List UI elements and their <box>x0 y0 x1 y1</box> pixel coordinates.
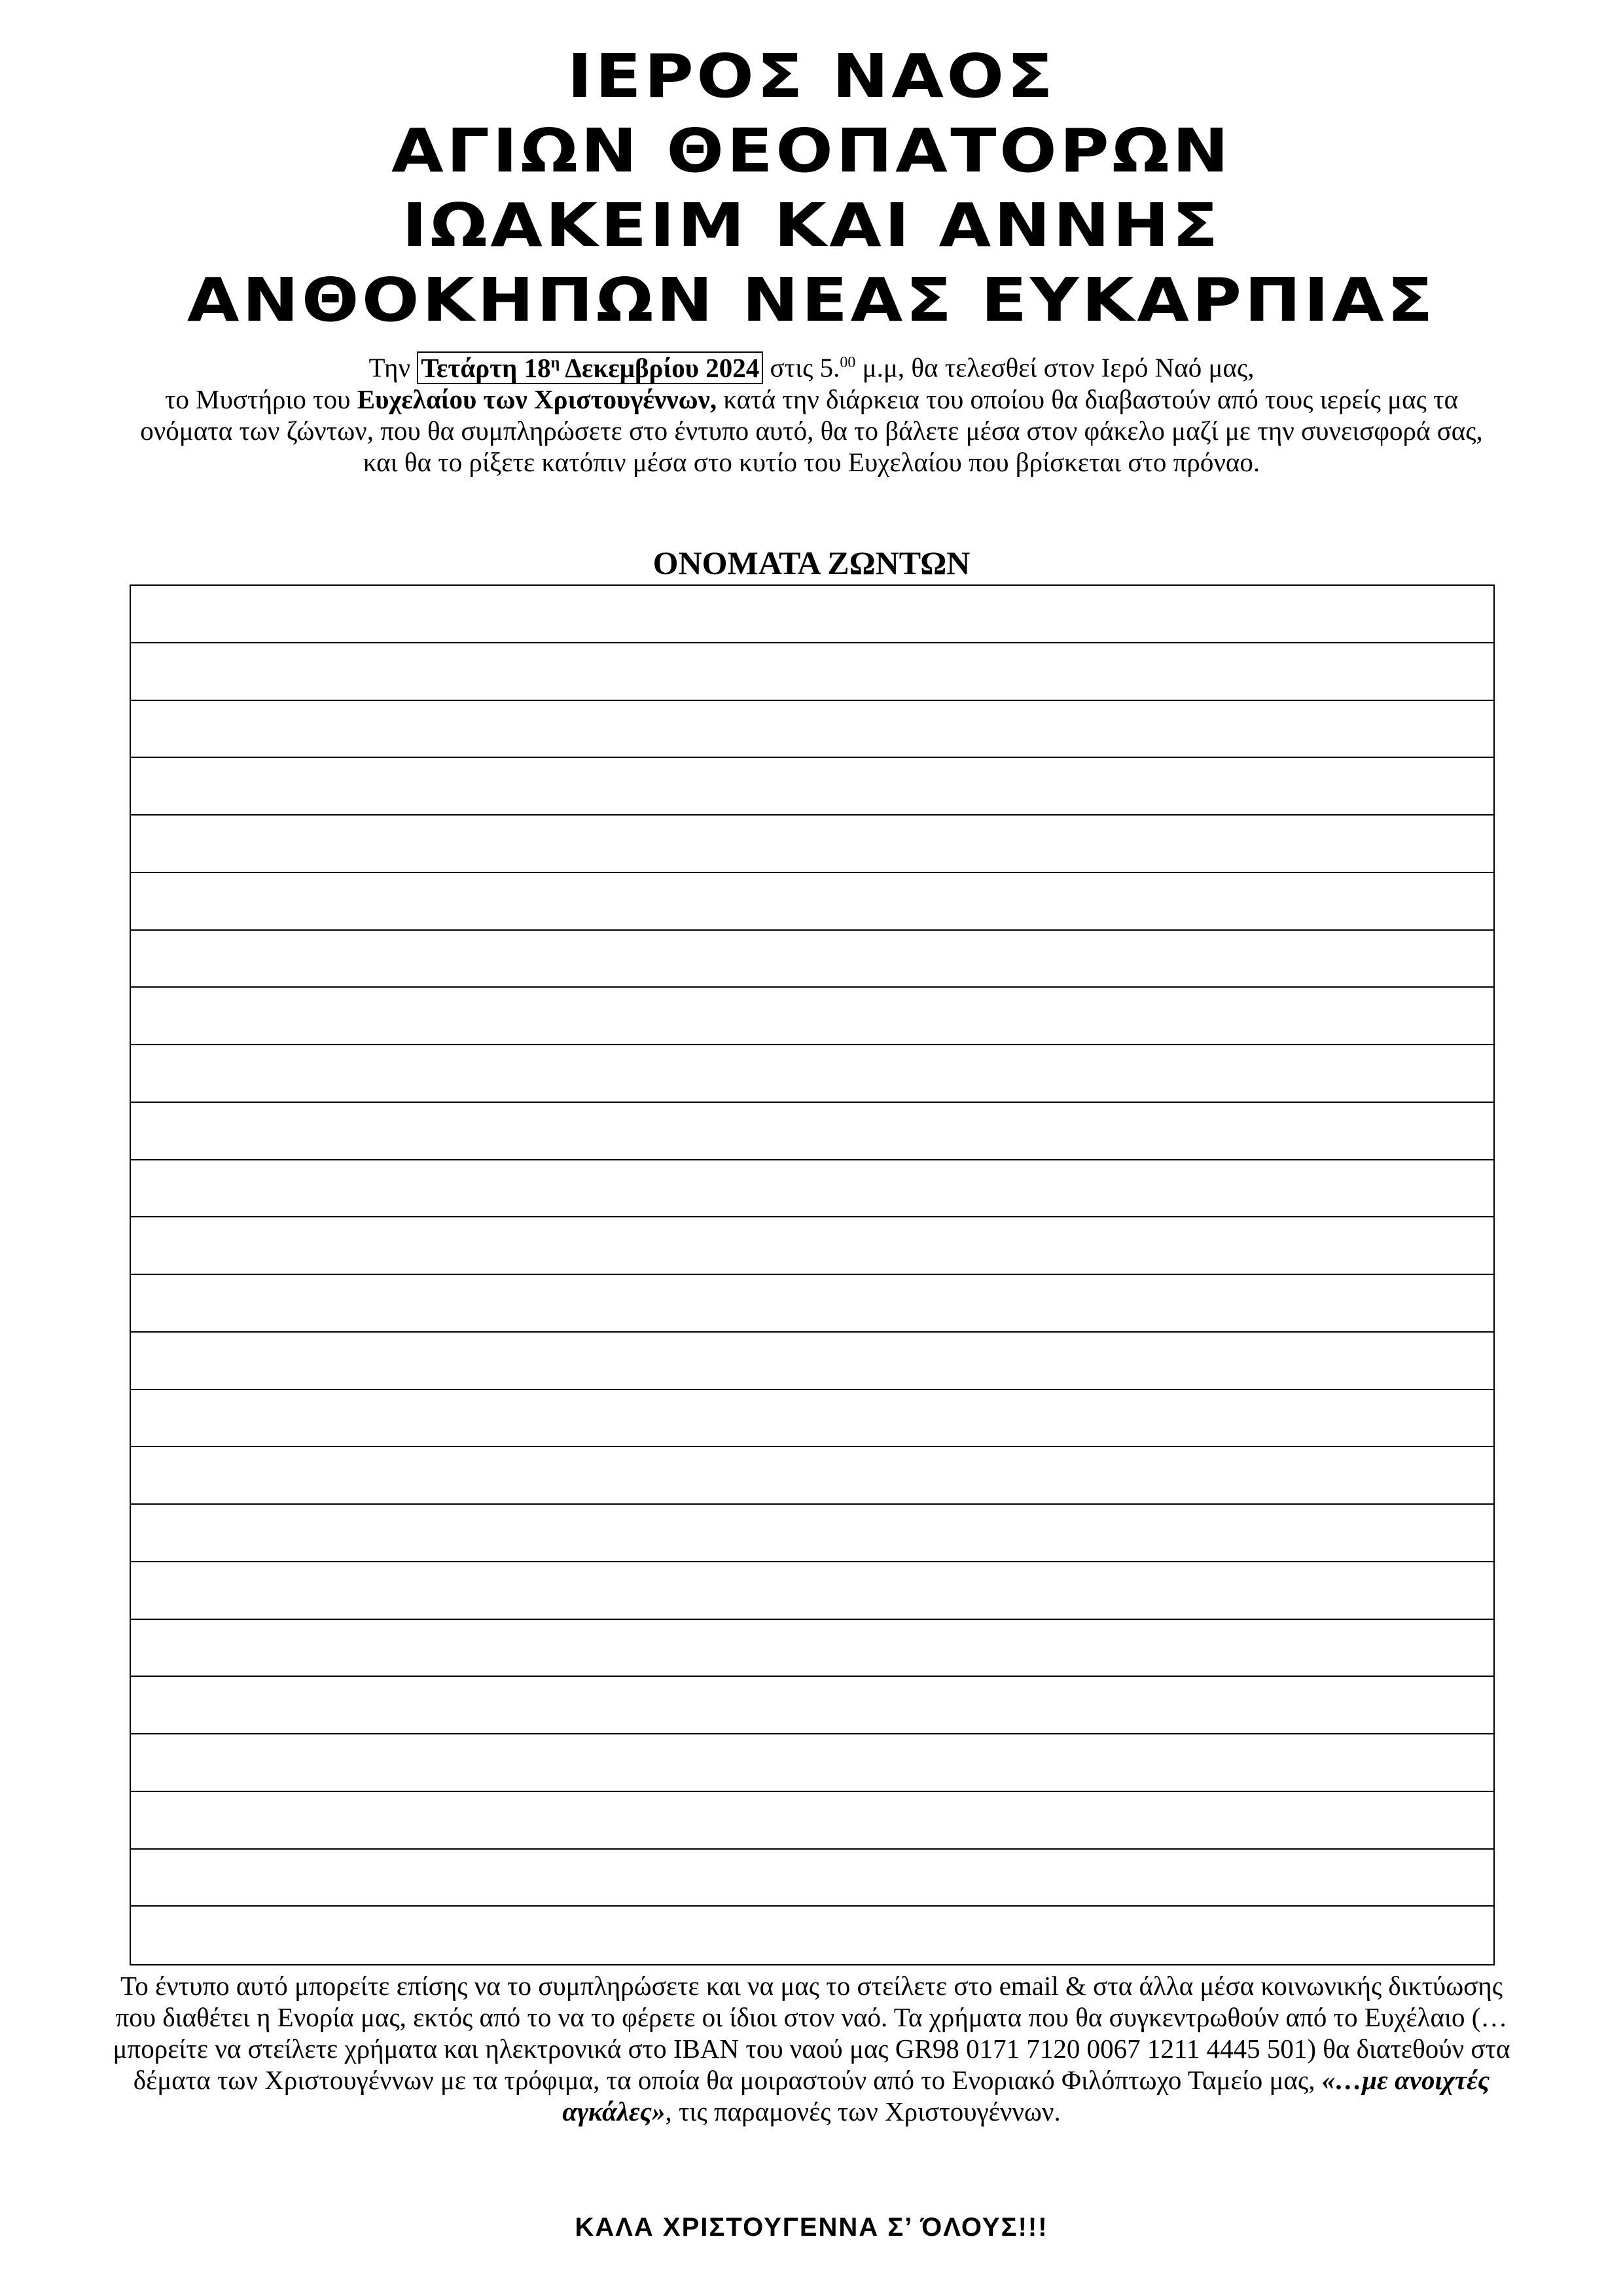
name-entry-row[interactable] <box>131 1275 1493 1333</box>
name-entry-row[interactable] <box>131 816 1493 873</box>
date-rest: Δεκεμβρίου 2024 <box>560 352 760 383</box>
date-day: Τετάρτη 18 <box>421 352 551 383</box>
name-entry-row[interactable] <box>131 1562 1493 1620</box>
title-line-1: ΙΕΡΟΣ ΝΑΟΣ <box>567 41 1056 111</box>
name-entry-row[interactable] <box>131 1160 1493 1218</box>
name-entry-row[interactable] <box>131 586 1493 643</box>
name-entry-row[interactable] <box>131 873 1493 931</box>
name-entry-row[interactable] <box>131 1792 1493 1850</box>
intro-text-1: μ.μ, θα τελεσθεί στον Ιερό Ναό μας, <box>855 352 1255 383</box>
title-line-3: ΙΩΑΚΕΙΜ ΚΑΙ ΑΝΝΗΣ <box>402 190 1221 260</box>
name-entry-row[interactable] <box>131 701 1493 759</box>
sacrament-name: Ευχελαίου των Χριστουγέννων, <box>357 384 717 414</box>
name-entry-row[interactable] <box>131 1390 1493 1448</box>
time-prefix: στις 5. <box>763 352 840 383</box>
name-entry-row[interactable] <box>131 1217 1493 1275</box>
name-entry-row[interactable] <box>131 758 1493 816</box>
name-entry-row[interactable] <box>131 1103 1493 1160</box>
name-entry-row[interactable] <box>131 1677 1493 1734</box>
intro-prefix: Την <box>368 352 418 383</box>
names-table <box>130 584 1495 1965</box>
name-entry-row[interactable] <box>131 1907 1493 1964</box>
footer-text-2: , τις παραμονές των Χριστουγέννων. <box>665 2096 1061 2126</box>
name-entry-row[interactable] <box>131 988 1493 1045</box>
name-entry-row[interactable] <box>131 931 1493 988</box>
footer-text-1: Το έντυπο αυτό μπορείτε επίσης να το συμπληρώσετε και να μας το στείλετε στο email & στα άλλα μέσα κοινωνικής δικτύωσης που διαθέτει η Ενορία μας, εκτός από το να το φέρετε οι ίδιοι στον ναό. Τα χρήματα που θα συγκεντρωθούν από το Ευχέλαιο (…μπορείτε να στείλετε χρήματα και ηλεκτρονικά στο IBAN του ναού μας GR98 0171 7120 0067 1211 4445 501) θα διατεθούν στα δέματα των Χριστουγέννων με τα τρόφιμα, τα οποία θα μοιραστούν από το Ενοριακό Φιλόπτωχο Ταμείο μας, <box>113 1971 1510 2095</box>
church-title <box>0 39 1623 338</box>
time-superscript: 00 <box>840 354 856 371</box>
name-entry-row[interactable] <box>131 1045 1493 1103</box>
name-entry-row[interactable] <box>131 643 1493 701</box>
date-box <box>417 351 763 384</box>
name-entry-row[interactable] <box>131 1620 1493 1677</box>
name-entry-row[interactable] <box>131 1734 1493 1792</box>
title-line-2: ΑΓΙΩΝ ΘΕΟΠΑΤΟΡΩΝ <box>391 116 1232 186</box>
intro-paragraph <box>124 347 1499 478</box>
name-entry-row[interactable] <box>131 1505 1493 1562</box>
footer-paragraph <box>98 1970 1525 2127</box>
footer-emphasis: «…με ανοιχτές αγκάλες» <box>562 2065 1490 2126</box>
date-superscript: η <box>550 354 560 371</box>
title-line-4: ΑΝΘΟΚΗΠΩΝ ΝΕΑΣ ΕΥΚΑΡΠΙΑΣ <box>187 265 1436 335</box>
name-entry-row[interactable] <box>131 1333 1493 1390</box>
names-heading: ΟΝΟΜΑΤΑ ΖΩΝΤΩΝ <box>652 545 971 581</box>
intro-text-3: κατά την διάρκεια του οποίου θα διαβαστούν από τους ιερείς μας τα ονόματα των ζώντων, που θα συμπληρώσετε στο έντυπο αυτό, θα το βάλετε μέσα στον φάκελο μαζί με την συνεισφορά σας, και θα το ρίξετε κατόπιν μέσα στο κυτίο του Ευχελαίου που βρίσκεται στο πρόναο. <box>140 384 1483 477</box>
name-entry-row[interactable] <box>131 1850 1493 1907</box>
closing-greeting: ΚΑΛΑ ΧΡΙΣΤΟΥΓΕΝΝΑ Σ’ ΌΛΟΥΣ!!! <box>575 2213 1048 2242</box>
name-entry-row[interactable] <box>131 1447 1493 1505</box>
intro-text-2: το Μυστήριο του <box>164 384 357 414</box>
